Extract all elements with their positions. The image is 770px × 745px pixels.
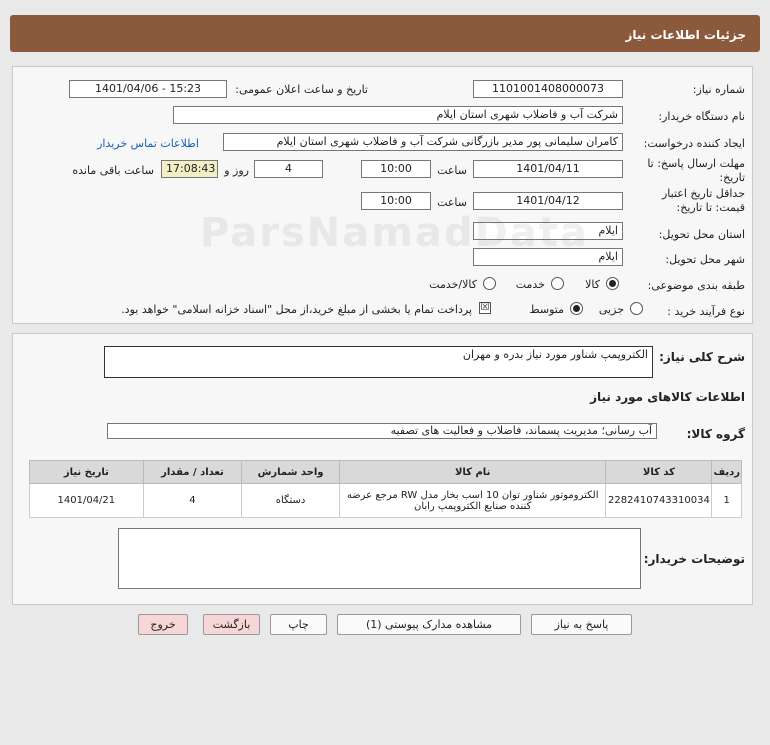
summary-field: الکتروپمپ شناور مورد نیاز بدره و مهران — [104, 346, 653, 378]
goods-group-label: گروه کالا: — [686, 427, 745, 441]
category-option-both: کالا/خدمت — [429, 278, 477, 291]
creator-field: کامران سلیمانی پور مدیر بازرگانی شرکت آب و فاضلاب شهری استان ایلام — [223, 133, 623, 151]
payment-checkbox[interactable]: ☒ — [480, 302, 490, 313]
category-option-goods: کالا — [585, 278, 600, 291]
process-option-minor: جزیی — [598, 303, 624, 316]
deadline-time-field: 10:00 — [361, 160, 431, 178]
reply-button[interactable]: پاسخ به نیاز — [531, 614, 632, 635]
validity-time-field: 10:00 — [361, 192, 431, 210]
goods-group-field: آب رسانی؛ مدیریت پسماند، فاضلاب و فعالیت های تصفیه — [107, 423, 657, 439]
page-title: جزئیات اطلاعات نیاز — [10, 15, 760, 52]
col-index: ردیف — [712, 461, 742, 484]
validity-label-2: قیمت: تا تاریخ: — [676, 201, 745, 214]
summary-label: شرح کلی نیاز: — [659, 350, 745, 364]
province-field: ایلام — [473, 222, 623, 240]
back-button[interactable]: بازگشت — [203, 614, 260, 635]
deadline-date-field: 1401/04/11 — [473, 160, 623, 178]
remaining-label: ساعت باقی مانده — [72, 164, 154, 177]
col-code: کد کالا — [606, 461, 712, 484]
buyer-notes-field — [118, 528, 641, 589]
buyer-label: نام دستگاه خریدار: — [658, 110, 745, 123]
announce-label: تاریخ و ساعت اعلان عمومی: — [235, 83, 368, 96]
watermark-logo: ParsNamadData — [200, 210, 589, 256]
announce-field: 1401/04/06 - 15:23 — [69, 80, 227, 98]
validity-label: حداقل تاریخ اعتبار — [661, 187, 745, 200]
category-radio-both[interactable] — [483, 277, 496, 290]
deadline-time-label: ساعت — [437, 164, 467, 177]
col-date: تاریخ نیاز — [30, 461, 144, 484]
row-unit: دستگاه — [242, 484, 340, 518]
process-radio-medium[interactable] — [570, 302, 583, 315]
buyer-field: شرکت آب و فاضلاب شهری استان ایلام — [173, 106, 623, 124]
payment-note: پرداخت تمام یا بخشی از مبلغ خرید،از محل "اسناد خزانه اسلامی" خواهد بود. — [121, 303, 472, 316]
need-number-label: شماره نیاز: — [692, 83, 745, 96]
category-label: طبقه بندی موضوعی: — [647, 279, 745, 292]
exit-button[interactable]: خروج — [138, 614, 188, 635]
row-qty: 4 — [143, 484, 242, 518]
need-number-field: 1101001408000073 — [473, 80, 623, 98]
city-field: ایلام — [473, 248, 623, 266]
province-label: استان محل تحویل: — [658, 228, 745, 241]
row-date: 1401/04/21 — [30, 484, 144, 518]
deadline-label-2: تاریخ: — [719, 171, 745, 184]
col-unit: واحد شمارش — [242, 461, 340, 484]
category-option-service: خدمت — [515, 278, 545, 291]
print-button[interactable]: چاپ — [270, 614, 327, 635]
table-row — [30, 484, 742, 518]
days-field: 4 — [254, 160, 323, 178]
category-radio-service[interactable] — [551, 277, 564, 290]
row-code: 2282410743310034 — [606, 484, 712, 518]
attachments-button[interactable]: مشاهده مدارک پیوستی (1) — [337, 614, 521, 635]
process-option-medium: متوسط — [529, 303, 564, 316]
process-radio-minor[interactable] — [630, 302, 643, 315]
deadline-label: مهلت ارسال پاسخ: تا — [647, 157, 745, 170]
process-label: نوع فرآیند خرید : — [667, 305, 745, 318]
buyer-notes-label: توضیحات خریدار: — [643, 552, 745, 566]
category-radio-goods[interactable] — [606, 277, 619, 290]
row-name: الکتروموتور شناور توان 10 اسب بخار مدل RW مرجع عرضه کننده صنایع الکتروپمپ رابان — [339, 484, 606, 518]
creator-label: ایجاد کننده درخواست: — [643, 137, 745, 150]
col-name: نام کالا — [339, 461, 606, 484]
row-index: 1 — [712, 484, 742, 518]
remaining-time-field: 17:08:43 — [161, 160, 218, 178]
col-qty: تعداد / مقدار — [143, 461, 242, 484]
days-label: روز و — [224, 164, 249, 177]
buyer-contact-link[interactable]: اطلاعات تماس خریدار — [97, 137, 199, 150]
goods-table — [29, 460, 742, 518]
goods-section-title: اطلاعات کالاهای مورد نیاز — [590, 390, 745, 404]
goods-table-header — [30, 461, 742, 484]
validity-time-label: ساعت — [437, 196, 467, 209]
validity-date-field: 1401/04/12 — [473, 192, 623, 210]
city-label: شهر محل تحویل: — [665, 253, 745, 266]
